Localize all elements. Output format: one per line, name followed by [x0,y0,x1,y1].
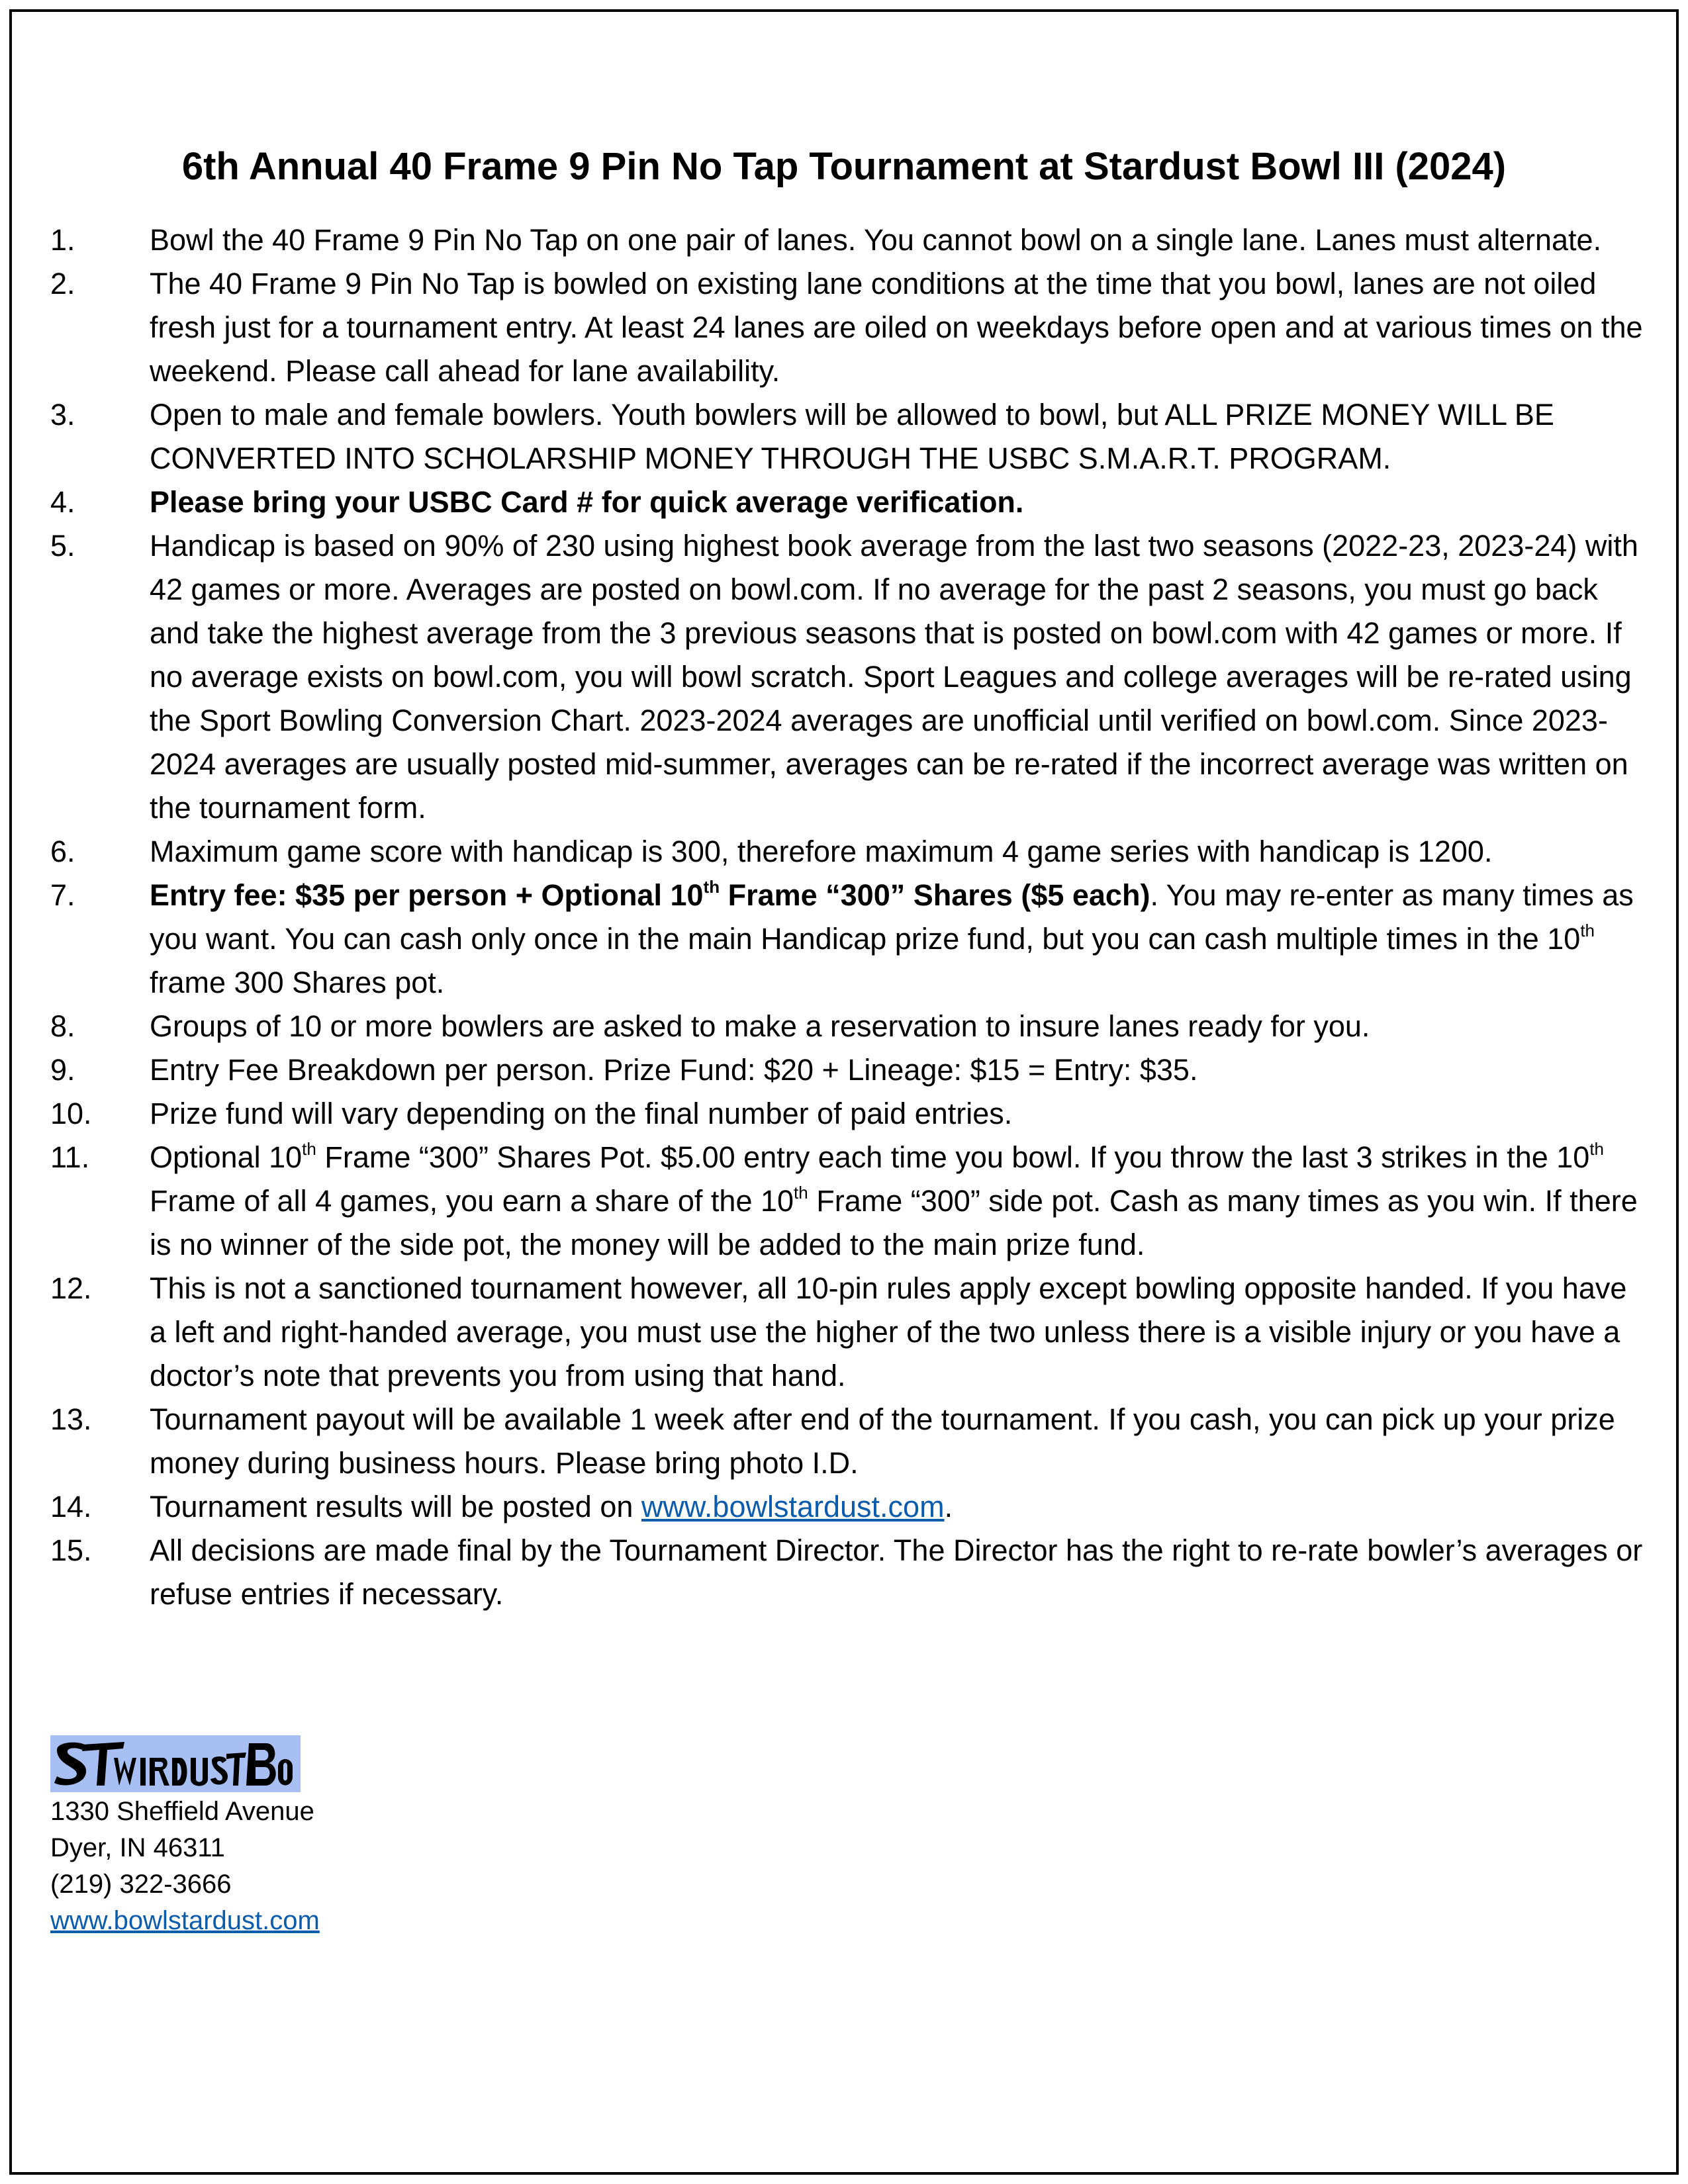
rule-text [150,1048,1646,1092]
rule-item [50,830,1646,874]
rule-text-segment: Groups of 10 or more bowlers are asked to make a reservation to insure lanes ready for you. [150,1009,1370,1043]
ordinal-superscript: th [1589,1139,1604,1159]
ordinal-superscript: th [703,877,720,897]
rule-text [150,1005,1646,1048]
rule-number: 14. [50,1490,92,1524]
rule-item [50,480,1646,524]
rule-text-segment: Optional 10 [150,1140,303,1174]
rule-text [150,480,1646,524]
rule-text-segment: This is not a sanctioned tournament however, all 10-pin rules apply except bowling opposite handed. If you have a left and right-handed average, you must use the higher of the two unless there is a visible injury or you have a doctor’s note that prevents you from using that hand. [150,1271,1627,1392]
rule-number: 8. [50,1009,75,1043]
rule-number: 11. [50,1140,90,1174]
rule-item [50,1092,1646,1136]
rule-text-segment: Prize fund will vary depending on the final number of paid entries. [150,1097,1013,1130]
rule-number: 5. [50,529,75,563]
rule-text [150,830,1646,874]
rule-text-segment: Frame “300” Shares ($5 each) [720,878,1150,912]
rule-text-segment: Frame “300” Shares Pot. $5.00 entry each time you bowl. If you throw the last 3 strikes in the 10 [316,1140,1590,1174]
rule-item [50,1398,1646,1485]
rule-text [150,393,1646,480]
rule-text-segment: Bowl the 40 Frame 9 Pin No Tap on one pair of lanes. You cannot bowl on a single lane. Lanes must alternate. [150,223,1602,257]
rule-text [150,1136,1646,1267]
rules-list [50,218,1646,1616]
rule-number: 2. [50,267,75,300]
address-block [50,1794,320,1939]
rule-text-segment: Tournament payout will be available 1 week after end of the tournament. If you cash, you can pick up your prize money during business hours. Please bring photo I.D. [150,1402,1615,1480]
rule-item [50,393,1646,480]
rule-text-segment: Handicap is based on 90% of 230 using highest book average from the last two seasons (2022-23, 2023-24) with 42 games or more. Averages are posted on bowl.com. If no average for the past 2 seasons, you must go back and take the highest average from the 3 previous seasons that is posted on bowl.com with 42 games or more. If no average exists on bowl.com, you will bowl scratch. Sport Leagues and college averages will be re-rated using the Sport Bowling Conversion Chart. 2023-2024 averages are unofficial until verified on bowl.com. Since 2023-2024 averages are usually posted mid-summer, averages can be re-rated if the incorrect average was written on the tournament form. [150,529,1638,825]
rule-number: 15. [50,1533,92,1567]
rule-text [150,1485,1646,1529]
address-phone: (219) 322-3666 [50,1870,232,1899]
rule-text [150,874,1646,1005]
rule-item [50,262,1646,393]
rule-text-segment: frame 300 Shares pot. [150,966,445,999]
rule-item [50,218,1646,262]
rule-text-segment: . [944,1490,953,1524]
rule-item [50,1005,1646,1048]
rule-item [50,1136,1646,1267]
logo-wordmark-icon [50,1735,301,1792]
page-title: 6th Annual 40 Frame 9 Pin No Tap Tournament at Stardust Bowl III (2024) [181,145,1507,188]
rule-item [50,1267,1646,1398]
ordinal-superscript: th [794,1183,808,1203]
rule-number: 7. [50,878,75,912]
rule-text-segment: Open to male and female bowlers. Youth bowlers will be allowed to bowl, but ALL PRIZE MONEY WILL BE CONVERTED INTO SCHOLARSHIP MONEY THROUGH THE USBC S.M.A.R.T. PROGRAM. [150,398,1554,475]
rule-number: 10. [50,1097,92,1130]
rule-text-segment: Please bring your USBC Card # for quick average verification. [150,485,1024,519]
results-link[interactable]: www.bowlstardust.com [641,1490,945,1524]
rule-text-segment: Maximum game score with handicap is 300, therefore maximum 4 game series with handicap is 1200. [150,835,1493,868]
rule-text-segment: Frame “300” side pot. Cash as many times as you win. If there is no winner of the side pot, the money will be added to the main prize fund. [150,1184,1638,1261]
ordinal-superscript: th [302,1139,316,1159]
rule-number: 4. [50,485,75,519]
rule-text-segment: Entry fee: $35 per person + Optional 10 [150,878,704,912]
address-street: 1330 Sheffield Avenue [50,1797,314,1826]
rule-item [50,524,1646,830]
rule-text [150,524,1646,830]
stardust-bowl-logo [50,1735,301,1792]
rule-text [150,1398,1646,1485]
rule-text [150,1267,1646,1398]
rule-text-segment: Frame of all 4 games, you earn a share of the 10 [150,1184,794,1218]
rule-text [150,1529,1646,1616]
rule-text-segment: Tournament results will be posted on [150,1490,641,1524]
rule-item [50,1048,1646,1092]
ordinal-superscript: th [1580,921,1595,940]
rule-number: 6. [50,835,75,868]
rule-number: 13. [50,1402,92,1436]
website-link[interactable]: www.bowlstardust.com [50,1906,320,1935]
rule-number: 1. [50,223,75,257]
address-city: Dyer, IN 46311 [50,1833,225,1862]
rule-text-segment: The 40 Frame 9 Pin No Tap is bowled on existing lane conditions at the time that you bowl, lanes are not oiled fresh just for a tournament entry. At least 24 lanes are oiled on weekdays before open and at various times on the weekend. Please call ahead for lane availability. [150,267,1643,388]
rule-text [150,218,1646,262]
rule-item [50,874,1646,1005]
rule-number: 12. [50,1271,92,1305]
rule-item [50,1485,1646,1529]
rule-text-segment: . You may re-enter as many times as you want. You can cash only once in the main Handicap prize fund, but you can cash multiple times in the 10 [150,878,1634,956]
rule-number: 3. [50,398,75,432]
rule-item [50,1529,1646,1616]
rule-text [150,1092,1646,1136]
rule-text-segment: All decisions are made final by the Tournament Director. The Director has the right to re-rate bowler’s averages or refuse entries if necessary. [150,1533,1643,1611]
rule-text-segment: Entry Fee Breakdown per person. Prize Fund: $20 + Lineage: $15 = Entry: $35. [150,1053,1198,1087]
rule-number: 9. [50,1053,75,1087]
rule-text [150,262,1646,393]
